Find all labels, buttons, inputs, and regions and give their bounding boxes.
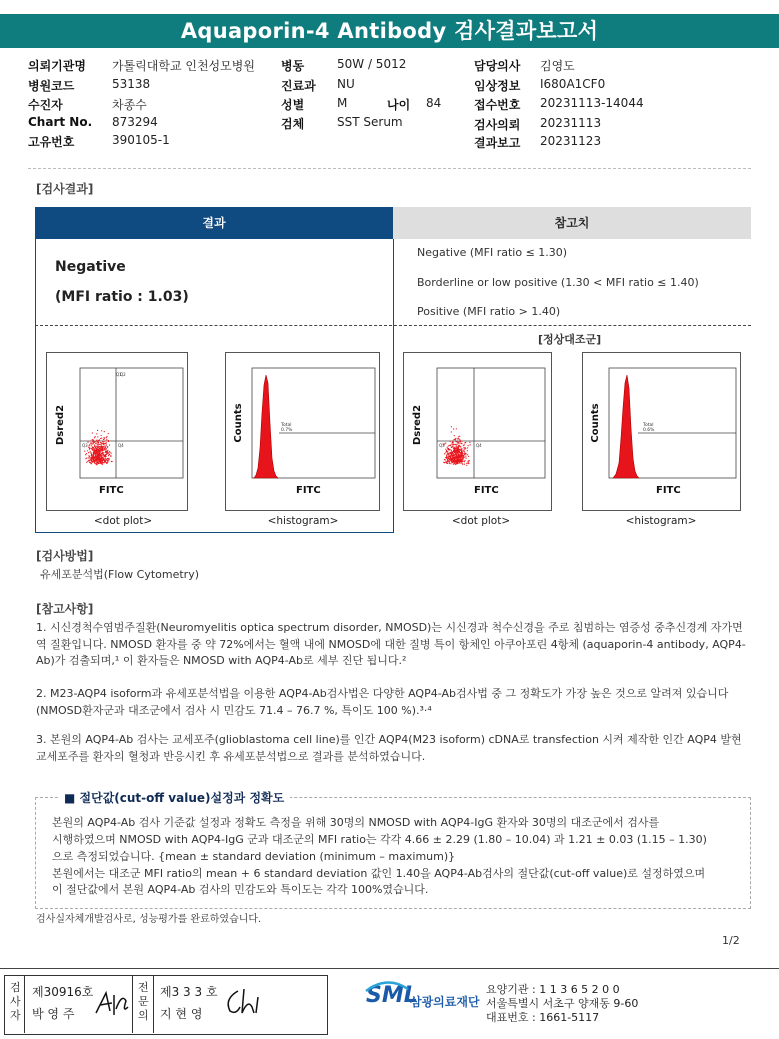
report-title: Aquaporin-4 Antibody 검사결과보고서 <box>0 14 779 48</box>
age-value: 84 <box>426 96 442 110</box>
histogram-patient <box>225 352 380 511</box>
info-value: 20231113-14044 <box>540 96 644 110</box>
info-label: 고유번호 <box>28 135 75 149</box>
tester-name: 박 영 주 <box>32 1007 75 1021</box>
notes-heading: [참고사항] <box>36 602 94 616</box>
svg-text:Total: Total <box>281 423 292 428</box>
plot-caption: <dot plot> <box>451 515 511 527</box>
info-value: 가톨릭대학교 인천성모병원 <box>112 59 255 73</box>
info-value: 차종수 <box>112 98 147 112</box>
plot-divider <box>35 325 751 326</box>
info-label: 임상정보 <box>474 79 521 93</box>
svg-text:0.6%: 0.6% <box>643 428 655 433</box>
specialist-signature-icon <box>222 985 266 1019</box>
tester-id: 제30916호 <box>32 985 94 999</box>
plot-caption: <dot plot> <box>93 515 153 527</box>
footer <box>0 968 779 1039</box>
info-value: 390105-1 <box>112 133 170 147</box>
control-label: [정상대조군] <box>538 333 602 346</box>
info-value: SST Serum <box>337 115 403 129</box>
info-value: 20231123 <box>540 134 602 148</box>
svg-text:0.7%: 0.7% <box>281 428 293 433</box>
plot-caption: <histogram> <box>267 515 339 527</box>
info-label: 의뢰기관명 <box>28 59 86 73</box>
method-text: 유세포분석법(Flow Cytometry) <box>40 568 200 581</box>
y-axis-label: Counts <box>590 403 601 443</box>
org-line: 대표번호 : 1661-5117 <box>486 1011 600 1024</box>
histogram-control <box>582 352 741 511</box>
info-label: 수진자 <box>28 98 63 112</box>
reference-borderline: Borderline or low positive (1.30 < MFI ratio ≤ 1.40) <box>417 276 699 289</box>
info-label: 병동 <box>281 59 305 73</box>
svg-text:Q4: Q4 <box>476 443 482 448</box>
specialist-name: 지 현 영 <box>160 1007 203 1021</box>
plot-caption: <histogram> <box>625 515 697 527</box>
info-value: 873294 <box>112 115 158 129</box>
info-label: 검체 <box>281 117 305 131</box>
info-value: 20231113 <box>540 116 602 130</box>
divider <box>28 168 751 169</box>
svg-text:Q4: Q4 <box>118 443 124 448</box>
info-label: Chart No. <box>28 115 93 129</box>
age-label: 나이 <box>387 98 411 112</box>
note-paragraph-2: 2. M23-AQP4 isoform과 유세포분석법을 이용한 AQP4-Ab검사법은 다양한 AQP4-Ab검사법 중 그 정확도가 가장 높은 것으로 알려져 있습니다(NMOSD환자군과 대조군에서 검사 시 민감도 71.4 – 76.7 %, 특이도 100 %).³·⁴ <box>36 687 729 717</box>
info-label: 성별 <box>281 98 305 112</box>
brand-name: 삼광의료재단 <box>410 995 480 1009</box>
cutoff-line: 본원에서는 대조군 MFI ratio의 mean + 6 standard deviation 값인 1.40을 AQP4-Ab검사의 절단값(cut-off value)로 설정하였으며 <box>52 867 706 880</box>
y-axis-label: Counts <box>233 403 244 443</box>
info-value: 53138 <box>112 77 151 91</box>
note-paragraph-3: 3. 본원의 AQP4-Ab 검사는 교세포주(glioblastoma cell line)를 인간 AQP4(M23 isoform) cDNA로 transfection 시켜 제작한 인간 AQP4 발현 교세포주를 환자의 혈청과 반응시킨 후 유세포분석법으로 결과를 분석하였습니다. <box>36 733 742 763</box>
brand-logo: SML <box>366 983 418 1008</box>
result-value: Negative <box>55 259 126 275</box>
info-label: 진료과 <box>281 79 316 93</box>
info-value: 김영도 <box>540 59 575 73</box>
result-header: 결과 <box>35 207 393 239</box>
cutoff-heading: ■ 절단값(cut-off value)설정과 정확도 <box>58 789 290 806</box>
info-label: 접수번호 <box>474 98 521 112</box>
dot-plot-patient <box>46 352 188 511</box>
dot-plot-svg <box>404 353 551 510</box>
x-axis-label: FITC <box>99 485 124 496</box>
svg-text:Q2: Q2 <box>120 372 126 377</box>
histogram-svg <box>583 353 740 510</box>
certification-note: 검사실자체개발검사로, 성능평가를 완료하였습니다. <box>36 914 262 925</box>
info-label: 검사의뢰 <box>474 118 521 132</box>
y-axis-label: Dsred2 <box>412 404 423 446</box>
reference-negative: Negative (MFI ratio ≤ 1.30) <box>417 246 568 259</box>
cutoff-line: 시행하였으며 NMOSD with AQP4-IgG 군과 대조군의 MFI ratio는 각각 4.66 ± 2.29 (1.80 – 10.04) 과 1.21 ± 0.03 (1.15 – 1.30) <box>52 833 707 846</box>
dot-plot-svg <box>47 353 187 510</box>
tester-label: 검사자 <box>10 981 21 1022</box>
info-value: I680A1CF0 <box>540 77 606 91</box>
svg-text:Q1: Q1 <box>116 372 122 377</box>
note-paragraph-1: 1. 시신경척수염범주질환(Neuromyelitis optica spectrum disorder, NMOSD)는 시신경과 척수신경을 주로 침범하는 염증성 중추신경계 자가면역 질환입니다. NMOSD 환자를 중 약 72%에서는 혈액 내에 NMOSD에 대한 질병 특이 항체인 아쿠아포린 4항체 (aquaporin-4 antibody, AQP4-Ab)가 검출되며,¹ 이 환자들은 NMOSD with AQP4-Ab로 세부 진단 됩니다.² <box>36 621 746 667</box>
cutoff-line: 으로 측정되었습니다. {mean ± standard deviation (minimum – maximum)} <box>52 850 456 863</box>
svg-text:Total: Total <box>643 423 654 428</box>
histogram-svg <box>226 353 379 510</box>
org-line: 요양기관 : 1 1 3 6 5 2 0 0 <box>486 983 620 996</box>
org-line: 서울특별시 서초구 양재동 9-60 <box>486 997 639 1010</box>
logo-arc-icon <box>364 979 410 993</box>
info-value: NU <box>337 77 355 91</box>
y-axis-label: Dsred2 <box>55 404 66 446</box>
x-axis-label: FITC <box>296 485 321 496</box>
info-label: 병원코드 <box>28 79 75 93</box>
reference-positive: Positive (MFI ratio > 1.40) <box>417 305 561 318</box>
x-axis-label: FITC <box>656 485 681 496</box>
dot-plot-control <box>403 352 552 511</box>
cutoff-line: 본원의 AQP4-Ab 검사 기준값 설정과 정확도 측정을 위해 30명의 NMOSD with AQP4-IgG 환자와 30명의 대조군에서 검사를 <box>52 816 660 829</box>
specialist-label: 전문의 <box>138 981 149 1022</box>
x-axis-label: FITC <box>474 485 499 496</box>
result-ratio: (MFI ratio : 1.03) <box>55 289 189 305</box>
svg-text:Q3: Q3 <box>439 443 445 448</box>
info-label: 결과보고 <box>474 136 521 150</box>
svg-text:Q3: Q3 <box>82 443 88 448</box>
info-value: 50W / 5012 <box>337 57 407 71</box>
specialist-id: 제3 3 3 호 <box>160 985 218 999</box>
reference-header: 참고치 <box>393 207 751 239</box>
org-info <box>486 983 638 1025</box>
result-heading: [검사결과] <box>36 182 94 196</box>
cutoff-line: 이 절단값에서 본원 AQP4-Ab 검사의 민감도와 특이도는 각각 100%였습니다. <box>52 883 429 896</box>
info-value: M <box>337 96 348 110</box>
method-heading: [검사방법] <box>36 549 94 563</box>
tester-signature-icon <box>92 987 132 1017</box>
info-label: 담당의사 <box>474 59 521 73</box>
page-number: 1/2 <box>722 934 740 947</box>
